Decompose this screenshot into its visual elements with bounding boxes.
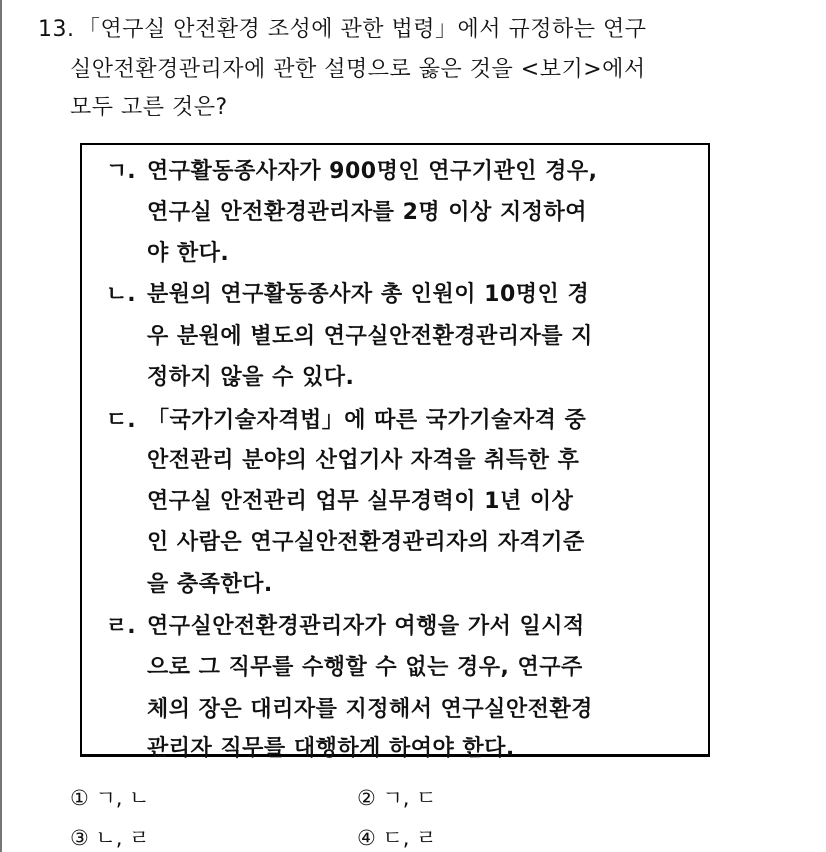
option-text: ㄴ, ㄹ [95,826,150,850]
option-marker: ① [70,786,89,810]
item-line: 「국가기술자격법」에 따른 국가기술자격 중 [147,408,587,433]
option-marker: ② [357,786,376,810]
option-3[interactable] [70,826,149,850]
item-line: 연구실 안전관리 업무 실무경력이 1년 이상 [147,489,574,514]
item-line: 안전관리 분야의 산업기사 자격을 취득한 후 [147,448,580,473]
item-label: ㄱ. [106,159,136,184]
item-line: 연구활동종사자가 900명인 연구기관인 경우, [147,159,598,184]
option-4[interactable] [357,826,436,850]
question-line: 「연구실 안전환경 조성에 관한 법령」에서 규정하는 연구 [78,17,647,42]
item-line: 연구실 안전환경관리자를 2명 이상 지정하여 [147,200,587,225]
option-marker: ③ [70,826,89,850]
page-left-border [0,0,2,852]
option-marker: ④ [357,826,376,850]
item-label: ㄹ. [106,614,136,639]
question-line: 모두 고른 것은? [70,95,228,120]
item-line: 야 한다. [147,241,230,266]
item-line: 우 분원에 별도의 연구실안전환경관리자를 지 [147,324,593,349]
question-number: 13. [38,17,75,42]
item-line: 인 사람은 연구실안전환경관리자의 자격기준 [147,530,585,555]
option-2[interactable] [357,786,436,810]
option-1[interactable] [70,786,149,810]
item-line: 관리자 직무를 대행하게 하여야 한다. [147,736,515,761]
question-line: 실안전환경관리자에 관한 설명으로 옳은 것을 <보기>에서 [70,57,646,82]
option-text: ㄱ, ㄴ [95,786,150,810]
option-text: ㄱ, ㄷ [382,786,437,810]
item-line: 연구실안전환경관리자가 여행을 가서 일시적 [147,614,585,639]
item-line: 체의 장은 대리자를 지정해서 연구실안전환경 [147,697,593,722]
item-line: 정하지 않을 수 있다. [147,365,355,390]
item-line: 을 충족한다. [147,572,273,597]
item-label: ㄷ. [106,408,136,433]
item-line: 분원의 연구활동종사자 총 인원이 10명인 경 [147,282,590,307]
item-line: 으로 그 직무를 수행할 수 없는 경우, 연구주 [147,655,583,680]
option-text: ㄷ, ㄹ [382,826,437,850]
item-label: ㄴ. [106,282,136,307]
